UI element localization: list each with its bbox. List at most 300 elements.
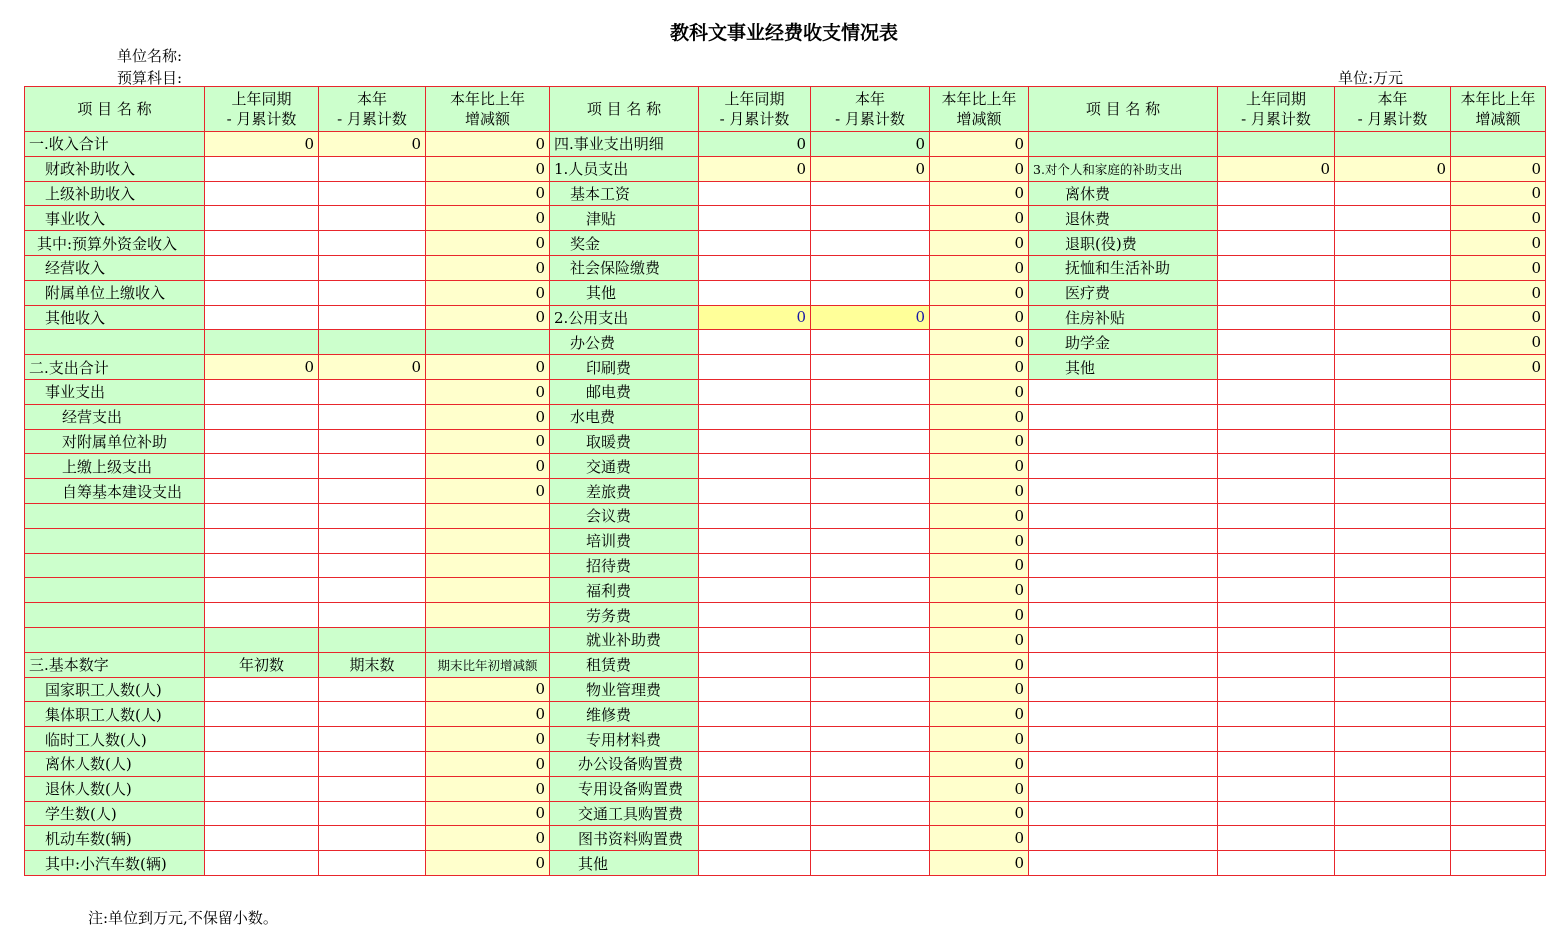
income-value-cell[interactable]: [319, 305, 426, 330]
income-item-name[interactable]: 上级补助收入: [25, 181, 205, 206]
income-value-cell[interactable]: [426, 503, 550, 528]
expense-detail-value-cell[interactable]: 0: [699, 156, 811, 181]
expense-detail-value-cell[interactable]: 0: [930, 132, 1029, 157]
expense-detail-item-name[interactable]: 招待费: [550, 553, 699, 578]
subsidy-value-cell[interactable]: [1451, 603, 1546, 628]
subsidy-value-cell[interactable]: 0: [1451, 305, 1546, 330]
subsidy-item-name[interactable]: [1029, 379, 1218, 404]
subsidy-value-cell[interactable]: [1451, 702, 1546, 727]
expense-detail-value-cell[interactable]: [699, 330, 811, 355]
income-item-name[interactable]: 财政补助收入: [25, 156, 205, 181]
income-value-cell[interactable]: [205, 305, 319, 330]
income-value-cell[interactable]: [205, 826, 319, 851]
subsidy-value-cell[interactable]: [1218, 429, 1335, 454]
expense-detail-value-cell[interactable]: [811, 404, 930, 429]
expense-detail-value-cell[interactable]: 0: [930, 702, 1029, 727]
expense-detail-item-name[interactable]: 办公设备购置费: [550, 751, 699, 776]
expense-detail-value-cell[interactable]: [699, 627, 811, 652]
subsidy-value-cell[interactable]: [1451, 851, 1546, 876]
subsidy-value-cell[interactable]: [1218, 627, 1335, 652]
expense-detail-value-cell[interactable]: [811, 677, 930, 702]
expense-detail-value-cell[interactable]: 0: [930, 801, 1029, 826]
subsidy-item-name[interactable]: [1029, 851, 1218, 876]
expense-detail-value-cell[interactable]: 0: [930, 479, 1029, 504]
subsidy-item-name[interactable]: [1029, 826, 1218, 851]
subsidy-value-cell[interactable]: [1335, 231, 1451, 256]
income-value-cell[interactable]: 0: [426, 727, 550, 752]
subsidy-item-name[interactable]: 离休费: [1029, 181, 1218, 206]
expense-detail-item-name[interactable]: 津贴: [550, 206, 699, 231]
subsidy-value-cell[interactable]: [1451, 652, 1546, 677]
subsidy-value-cell[interactable]: [1335, 479, 1451, 504]
expense-detail-value-cell[interactable]: [811, 528, 930, 553]
expense-detail-value-cell[interactable]: 0: [811, 132, 930, 157]
expense-detail-value-cell[interactable]: 0: [930, 652, 1029, 677]
expense-detail-value-cell[interactable]: [699, 355, 811, 380]
expense-detail-value-cell[interactable]: [811, 429, 930, 454]
expense-detail-value-cell[interactable]: [699, 255, 811, 280]
income-value-cell[interactable]: [319, 503, 426, 528]
subsidy-value-cell[interactable]: 0: [1335, 156, 1451, 181]
income-value-cell[interactable]: [205, 751, 319, 776]
expense-detail-item-name[interactable]: 物业管理费: [550, 677, 699, 702]
expense-detail-value-cell[interactable]: 0: [930, 330, 1029, 355]
expense-detail-value-cell[interactable]: [811, 627, 930, 652]
expense-detail-value-cell[interactable]: 0: [930, 503, 1029, 528]
subsidy-value-cell[interactable]: [1218, 851, 1335, 876]
subsidy-value-cell[interactable]: [1335, 255, 1451, 280]
subsidy-value-cell[interactable]: [1335, 280, 1451, 305]
expense-detail-value-cell[interactable]: 0: [930, 355, 1029, 380]
subsidy-value-cell[interactable]: [1335, 603, 1451, 628]
income-item-name[interactable]: [25, 603, 205, 628]
income-value-cell[interactable]: [205, 553, 319, 578]
income-value-cell[interactable]: 0: [205, 355, 319, 380]
income-value-cell[interactable]: [205, 503, 319, 528]
expense-detail-value-cell[interactable]: 0: [930, 404, 1029, 429]
subsidy-item-name[interactable]: 医疗费: [1029, 280, 1218, 305]
subsidy-value-cell[interactable]: [1335, 355, 1451, 380]
subsidy-value-cell[interactable]: [1451, 776, 1546, 801]
income-value-cell[interactable]: [205, 206, 319, 231]
income-value-cell[interactable]: [319, 231, 426, 256]
expense-detail-value-cell[interactable]: [811, 751, 930, 776]
expense-detail-item-name[interactable]: 1.人员支出: [550, 156, 699, 181]
subsidy-value-cell[interactable]: [1451, 727, 1546, 752]
income-value-cell[interactable]: 0: [426, 355, 550, 380]
income-item-name[interactable]: 退休人数(人): [25, 776, 205, 801]
income-value-cell[interactable]: [319, 429, 426, 454]
income-value-cell[interactable]: 0: [426, 429, 550, 454]
income-value-cell[interactable]: 0: [426, 206, 550, 231]
subsidy-item-name[interactable]: [1029, 776, 1218, 801]
expense-detail-value-cell[interactable]: [811, 280, 930, 305]
subsidy-item-name[interactable]: 助学金: [1029, 330, 1218, 355]
income-item-name[interactable]: [25, 627, 205, 652]
income-value-cell[interactable]: 0: [426, 677, 550, 702]
income-value-cell[interactable]: [319, 627, 426, 652]
expense-detail-value-cell[interactable]: 0: [930, 851, 1029, 876]
income-value-cell[interactable]: [319, 677, 426, 702]
income-value-cell[interactable]: [205, 454, 319, 479]
subsidy-value-cell[interactable]: [1335, 503, 1451, 528]
income-item-name[interactable]: [25, 330, 205, 355]
subsidy-value-cell[interactable]: [1218, 702, 1335, 727]
subsidy-value-cell[interactable]: [1335, 404, 1451, 429]
income-value-cell[interactable]: [319, 727, 426, 752]
subsidy-value-cell[interactable]: [1218, 751, 1335, 776]
income-item-name[interactable]: 其中:小汽车数(辆): [25, 851, 205, 876]
subsidy-value-cell[interactable]: [1218, 528, 1335, 553]
income-value-cell[interactable]: [319, 528, 426, 553]
subsidy-item-name[interactable]: 退职(役)费: [1029, 231, 1218, 256]
subsidy-value-cell[interactable]: [1335, 702, 1451, 727]
subsidy-value-cell[interactable]: [1335, 528, 1451, 553]
expense-detail-value-cell[interactable]: [699, 479, 811, 504]
expense-detail-item-name[interactable]: 社会保险缴费: [550, 255, 699, 280]
income-value-cell[interactable]: [319, 404, 426, 429]
income-value-cell[interactable]: 0: [426, 702, 550, 727]
income-value-cell[interactable]: [319, 553, 426, 578]
income-value-cell[interactable]: [205, 603, 319, 628]
income-value-cell[interactable]: [205, 231, 319, 256]
income-value-cell[interactable]: 0: [426, 826, 550, 851]
subsidy-value-cell[interactable]: [1218, 776, 1335, 801]
expense-detail-value-cell[interactable]: 0: [930, 280, 1029, 305]
expense-detail-value-cell[interactable]: [811, 603, 930, 628]
expense-detail-item-name[interactable]: 差旅费: [550, 479, 699, 504]
income-value-cell[interactable]: [205, 578, 319, 603]
subsidy-value-cell[interactable]: [1218, 330, 1335, 355]
expense-detail-item-name[interactable]: 印刷费: [550, 355, 699, 380]
subsidy-value-cell[interactable]: 0: [1451, 280, 1546, 305]
expense-detail-value-cell[interactable]: 0: [930, 429, 1029, 454]
expense-detail-item-name[interactable]: 交通工具购置费: [550, 801, 699, 826]
income-value-cell[interactable]: [205, 727, 319, 752]
income-value-cell[interactable]: [205, 851, 319, 876]
income-value-cell[interactable]: [319, 603, 426, 628]
expense-detail-value-cell[interactable]: [699, 429, 811, 454]
subsidy-value-cell[interactable]: [1451, 404, 1546, 429]
income-item-name[interactable]: 经营支出: [25, 404, 205, 429]
subsidy-value-cell[interactable]: [1218, 280, 1335, 305]
expense-detail-item-name[interactable]: 维修费: [550, 702, 699, 727]
expense-detail-item-name[interactable]: 培训费: [550, 528, 699, 553]
income-value-cell[interactable]: [205, 528, 319, 553]
subsidy-value-cell[interactable]: [1218, 727, 1335, 752]
income-item-name[interactable]: 机动车数(辆): [25, 826, 205, 851]
expense-detail-value-cell[interactable]: [699, 379, 811, 404]
subsidy-value-cell[interactable]: 0: [1451, 330, 1546, 355]
income-value-cell[interactable]: [319, 181, 426, 206]
subsidy-value-cell[interactable]: [1218, 305, 1335, 330]
expense-detail-value-cell[interactable]: 0: [930, 627, 1029, 652]
expense-detail-item-name[interactable]: 劳务费: [550, 603, 699, 628]
expense-detail-value-cell[interactable]: [811, 851, 930, 876]
subsidy-value-cell[interactable]: [1335, 776, 1451, 801]
income-item-name[interactable]: 自筹基本建设支出: [25, 479, 205, 504]
subsidy-value-cell[interactable]: [1451, 503, 1546, 528]
income-value-cell[interactable]: [205, 677, 319, 702]
expense-detail-value-cell[interactable]: [811, 702, 930, 727]
expense-detail-value-cell[interactable]: [811, 330, 930, 355]
subsidy-item-name[interactable]: [1029, 801, 1218, 826]
income-value-cell[interactable]: [319, 454, 426, 479]
income-item-name[interactable]: 离休人数(人): [25, 751, 205, 776]
subsidy-value-cell[interactable]: [1218, 652, 1335, 677]
income-item-name[interactable]: [25, 503, 205, 528]
subsidy-value-cell[interactable]: [1451, 528, 1546, 553]
expense-detail-value-cell[interactable]: [811, 578, 930, 603]
expense-detail-value-cell[interactable]: [699, 528, 811, 553]
income-item-name[interactable]: 经营收入: [25, 255, 205, 280]
expense-detail-item-name[interactable]: 专用材料费: [550, 727, 699, 752]
income-value-cell[interactable]: [319, 851, 426, 876]
expense-detail-value-cell[interactable]: [811, 652, 930, 677]
subsidy-value-cell[interactable]: [1451, 454, 1546, 479]
expense-detail-value-cell[interactable]: [699, 181, 811, 206]
income-value-cell[interactable]: 0: [205, 132, 319, 157]
subsidy-value-cell[interactable]: [1218, 479, 1335, 504]
expense-detail-value-cell[interactable]: [811, 801, 930, 826]
income-value-cell[interactable]: [205, 776, 319, 801]
expense-detail-value-cell[interactable]: 0: [930, 231, 1029, 256]
subsidy-value-cell[interactable]: [1335, 652, 1451, 677]
income-value-cell[interactable]: [319, 826, 426, 851]
subsidy-value-cell[interactable]: [1218, 801, 1335, 826]
income-value-cell[interactable]: [319, 280, 426, 305]
income-value-cell[interactable]: [426, 528, 550, 553]
income-value-cell[interactable]: 期末数: [319, 652, 426, 677]
subsidy-value-cell[interactable]: [1335, 181, 1451, 206]
income-value-cell[interactable]: 0: [426, 479, 550, 504]
expense-detail-value-cell[interactable]: [811, 479, 930, 504]
income-value-cell[interactable]: [205, 429, 319, 454]
income-item-name[interactable]: [25, 578, 205, 603]
expense-detail-item-name[interactable]: 基本工资: [550, 181, 699, 206]
income-value-cell[interactable]: 0: [426, 255, 550, 280]
subsidy-item-name[interactable]: [1029, 132, 1218, 157]
subsidy-value-cell[interactable]: [1218, 231, 1335, 256]
income-value-cell[interactable]: [205, 255, 319, 280]
income-value-cell[interactable]: 0: [426, 801, 550, 826]
subsidy-value-cell[interactable]: [1218, 379, 1335, 404]
subsidy-item-name[interactable]: 抚恤和生活补助: [1029, 255, 1218, 280]
income-item-name[interactable]: 国家职工人数(人): [25, 677, 205, 702]
subsidy-value-cell[interactable]: [1451, 801, 1546, 826]
subsidy-item-name[interactable]: [1029, 528, 1218, 553]
income-value-cell[interactable]: [205, 627, 319, 652]
expense-detail-item-name[interactable]: 专用设备购置费: [550, 776, 699, 801]
income-value-cell[interactable]: [319, 751, 426, 776]
income-value-cell[interactable]: [319, 330, 426, 355]
subsidy-item-name[interactable]: [1029, 727, 1218, 752]
subsidy-value-cell[interactable]: [1218, 603, 1335, 628]
expense-detail-item-name[interactable]: 奖金: [550, 231, 699, 256]
subsidy-value-cell[interactable]: [1218, 553, 1335, 578]
income-item-name[interactable]: 事业收入: [25, 206, 205, 231]
expense-detail-value-cell[interactable]: [811, 553, 930, 578]
subsidy-value-cell[interactable]: [1335, 206, 1451, 231]
subsidy-item-name[interactable]: [1029, 677, 1218, 702]
expense-detail-item-name[interactable]: 其他: [550, 280, 699, 305]
income-value-cell[interactable]: [426, 330, 550, 355]
subsidy-value-cell[interactable]: [1335, 454, 1451, 479]
income-value-cell[interactable]: 0: [319, 355, 426, 380]
income-item-name[interactable]: 三.基本数字: [25, 652, 205, 677]
subsidy-value-cell[interactable]: 0: [1451, 255, 1546, 280]
income-value-cell[interactable]: 年初数: [205, 652, 319, 677]
income-item-name[interactable]: 上缴上级支出: [25, 454, 205, 479]
subsidy-item-name[interactable]: 其他: [1029, 355, 1218, 380]
expense-detail-value-cell[interactable]: 0: [930, 379, 1029, 404]
expense-detail-value-cell[interactable]: [699, 603, 811, 628]
income-item-name[interactable]: 对附属单位补助: [25, 429, 205, 454]
expense-detail-value-cell[interactable]: [699, 727, 811, 752]
expense-detail-value-cell[interactable]: [699, 751, 811, 776]
income-value-cell[interactable]: [205, 404, 319, 429]
income-item-name[interactable]: 临时工人数(人): [25, 727, 205, 752]
income-value-cell[interactable]: 0: [426, 156, 550, 181]
expense-detail-value-cell[interactable]: [811, 231, 930, 256]
subsidy-value-cell[interactable]: [1451, 578, 1546, 603]
expense-detail-value-cell[interactable]: [811, 255, 930, 280]
expense-detail-value-cell[interactable]: [699, 503, 811, 528]
subsidy-value-cell[interactable]: [1335, 305, 1451, 330]
expense-detail-value-cell[interactable]: 0: [930, 751, 1029, 776]
subsidy-value-cell[interactable]: [1335, 677, 1451, 702]
income-item-name[interactable]: 其中:预算外资金收入: [25, 231, 205, 256]
income-value-cell[interactable]: 0: [426, 280, 550, 305]
expense-detail-value-cell[interactable]: [811, 776, 930, 801]
expense-detail-value-cell[interactable]: [811, 454, 930, 479]
expense-detail-value-cell[interactable]: 0: [930, 776, 1029, 801]
subsidy-value-cell[interactable]: [1218, 206, 1335, 231]
subsidy-value-cell[interactable]: [1451, 553, 1546, 578]
expense-detail-value-cell[interactable]: 0: [930, 528, 1029, 553]
expense-detail-value-cell[interactable]: [699, 578, 811, 603]
expense-detail-value-cell[interactable]: 0: [699, 132, 811, 157]
subsidy-item-name[interactable]: 退休费: [1029, 206, 1218, 231]
income-value-cell[interactable]: [205, 181, 319, 206]
subsidy-value-cell[interactable]: [1335, 727, 1451, 752]
subsidy-value-cell[interactable]: [1335, 379, 1451, 404]
subsidy-value-cell[interactable]: [1218, 503, 1335, 528]
income-value-cell[interactable]: [205, 801, 319, 826]
expense-detail-item-name[interactable]: 就业补助费: [550, 627, 699, 652]
income-item-name[interactable]: 附属单位上缴收入: [25, 280, 205, 305]
subsidy-value-cell[interactable]: [1335, 132, 1451, 157]
subsidy-item-name[interactable]: [1029, 751, 1218, 776]
income-value-cell[interactable]: [319, 479, 426, 504]
expense-detail-value-cell[interactable]: [699, 826, 811, 851]
expense-detail-item-name[interactable]: 邮电费: [550, 379, 699, 404]
income-value-cell[interactable]: 0: [426, 404, 550, 429]
income-item-name[interactable]: 集体职工人数(人): [25, 702, 205, 727]
subsidy-value-cell[interactable]: [1218, 255, 1335, 280]
subsidy-item-name[interactable]: 住房补贴: [1029, 305, 1218, 330]
income-value-cell[interactable]: [319, 776, 426, 801]
income-value-cell[interactable]: [319, 379, 426, 404]
expense-detail-value-cell[interactable]: 0: [930, 826, 1029, 851]
subsidy-value-cell[interactable]: [1451, 132, 1546, 157]
expense-detail-value-cell[interactable]: 0: [930, 206, 1029, 231]
expense-detail-value-cell[interactable]: [699, 801, 811, 826]
income-value-cell[interactable]: [426, 553, 550, 578]
subsidy-value-cell[interactable]: [1218, 454, 1335, 479]
income-item-name[interactable]: [25, 528, 205, 553]
expense-detail-item-name[interactable]: 图书资料购置费: [550, 826, 699, 851]
subsidy-item-name[interactable]: [1029, 404, 1218, 429]
income-value-cell[interactable]: 0: [319, 132, 426, 157]
income-value-cell[interactable]: [319, 255, 426, 280]
expense-detail-value-cell[interactable]: [699, 280, 811, 305]
expense-detail-value-cell[interactable]: [811, 355, 930, 380]
subsidy-value-cell[interactable]: 0: [1451, 181, 1546, 206]
subsidy-value-cell[interactable]: [1218, 132, 1335, 157]
subsidy-value-cell[interactable]: [1218, 355, 1335, 380]
expense-detail-item-name[interactable]: 取暖费: [550, 429, 699, 454]
expense-detail-value-cell[interactable]: 0: [930, 156, 1029, 181]
income-value-cell[interactable]: 0: [426, 851, 550, 876]
subsidy-value-cell[interactable]: [1218, 826, 1335, 851]
income-value-cell[interactable]: [319, 578, 426, 603]
subsidy-value-cell[interactable]: [1218, 578, 1335, 603]
expense-detail-value-cell[interactable]: 0: [930, 727, 1029, 752]
subsidy-value-cell[interactable]: [1451, 677, 1546, 702]
subsidy-value-cell[interactable]: [1335, 627, 1451, 652]
subsidy-item-name[interactable]: [1029, 454, 1218, 479]
expense-detail-value-cell[interactable]: 0: [930, 603, 1029, 628]
subsidy-value-cell[interactable]: [1218, 181, 1335, 206]
expense-detail-item-name[interactable]: 租赁费: [550, 652, 699, 677]
subsidy-value-cell[interactable]: [1218, 677, 1335, 702]
expense-detail-value-cell[interactable]: 0: [811, 305, 930, 330]
subsidy-value-cell[interactable]: [1451, 751, 1546, 776]
income-item-name[interactable]: 一.收入合计: [25, 132, 205, 157]
expense-detail-value-cell[interactable]: [699, 677, 811, 702]
income-value-cell[interactable]: [426, 578, 550, 603]
subsidy-value-cell[interactable]: [1451, 479, 1546, 504]
subsidy-value-cell[interactable]: 0: [1218, 156, 1335, 181]
subsidy-item-name[interactable]: 3.对个人和家庭的补助支出: [1029, 156, 1218, 181]
income-value-cell[interactable]: 0: [426, 231, 550, 256]
expense-detail-value-cell[interactable]: [699, 454, 811, 479]
expense-detail-item-name[interactable]: 其他: [550, 851, 699, 876]
income-value-cell[interactable]: [205, 330, 319, 355]
subsidy-item-name[interactable]: [1029, 429, 1218, 454]
expense-detail-value-cell[interactable]: 0: [930, 578, 1029, 603]
expense-detail-value-cell[interactable]: 0: [930, 305, 1029, 330]
income-value-cell[interactable]: 0: [426, 305, 550, 330]
expense-detail-value-cell[interactable]: [811, 727, 930, 752]
subsidy-item-name[interactable]: [1029, 503, 1218, 528]
income-item-name[interactable]: 二.支出合计: [25, 355, 205, 380]
income-value-cell[interactable]: [319, 801, 426, 826]
expense-detail-value-cell[interactable]: 0: [930, 553, 1029, 578]
subsidy-value-cell[interactable]: [1335, 751, 1451, 776]
expense-detail-value-cell[interactable]: [699, 702, 811, 727]
income-value-cell[interactable]: [205, 280, 319, 305]
income-item-name[interactable]: 学生数(人): [25, 801, 205, 826]
income-value-cell[interactable]: [205, 379, 319, 404]
expense-detail-value-cell[interactable]: [699, 231, 811, 256]
subsidy-item-name[interactable]: [1029, 553, 1218, 578]
expense-detail-value-cell[interactable]: 0: [811, 156, 930, 181]
expense-detail-value-cell[interactable]: [699, 851, 811, 876]
subsidy-value-cell[interactable]: 0: [1451, 156, 1546, 181]
subsidy-item-name[interactable]: [1029, 702, 1218, 727]
